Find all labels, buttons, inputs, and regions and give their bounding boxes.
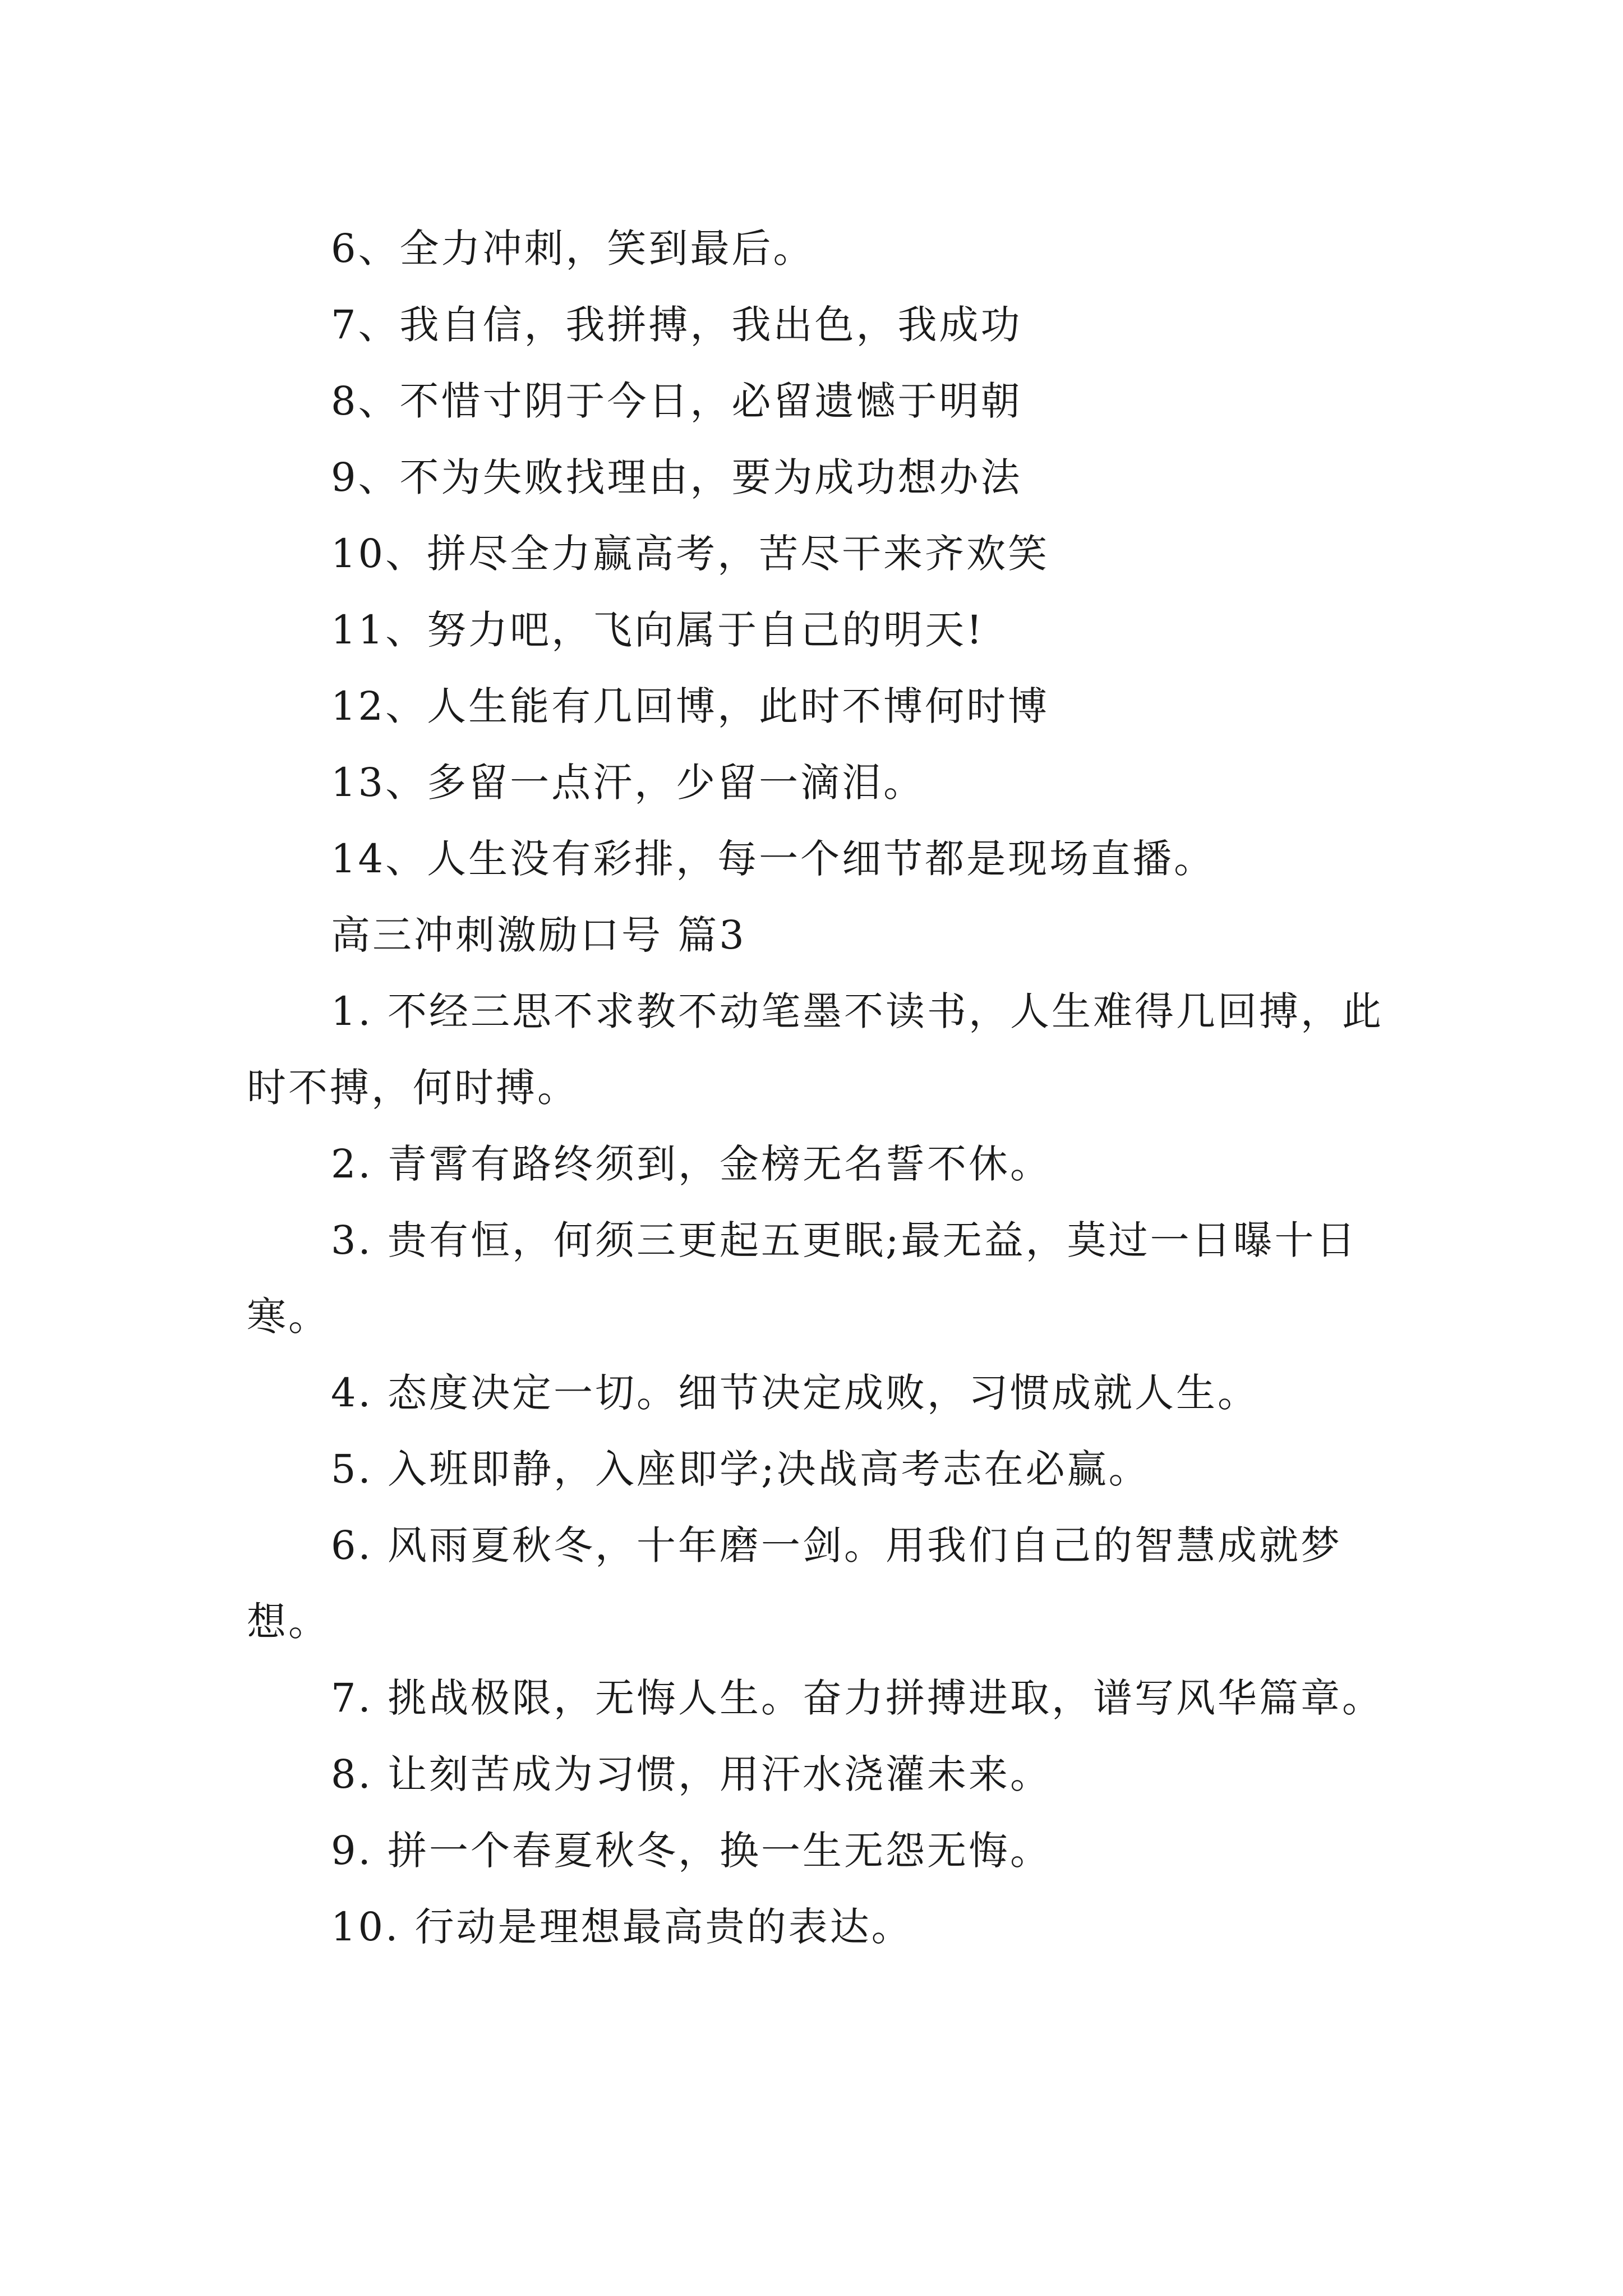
list-item: 9、不为失败找理由，要为成功想办法 — [331, 454, 1022, 500]
list-item: 2. 青霄有路终须到，金榜无名誓不休。 — [331, 1141, 1052, 1187]
document-body — [247, 210, 1391, 1965]
list-item: 8. 让刻苦成为习惯，用汗水浇灌未来。 — [331, 1751, 1052, 1797]
list-item: 14、人生没有彩排，每一个细节都是现场直播。 — [331, 836, 1216, 882]
list-item: 10、拼尽全力赢高考，苦尽干来齐欢笑 — [331, 531, 1050, 577]
list-item: 1. 不经三思不求教不动笔墨不读书，人生难得几回搏，此时不搏，何时搏。 — [247, 988, 1384, 1111]
list-item: 8、不惜寸阴于今日，必留遗憾于明朝 — [331, 378, 1022, 424]
list-item: 7、我自信，我拼搏，我出色，我成功 — [331, 302, 1022, 348]
list-item: 7. 挑战极限，无悔人生。奋力拼搏进取，谱写风华篇章。 — [331, 1675, 1384, 1721]
list-item: 10. 行动是理想最高贵的表达。 — [331, 1904, 913, 1950]
list-item: 4. 态度决定一切。细节决定成败，习惯成就人生。 — [331, 1370, 1260, 1416]
list-item: 12、人生能有几回博，此时不博何时博 — [331, 683, 1050, 729]
list-item: 6、全力冲刺，笑到最后。 — [331, 226, 815, 272]
list-item: 13、多留一点汗，少留一滴泪。 — [331, 760, 925, 806]
section-heading: 高三冲刺激励口号 篇3 — [331, 912, 746, 958]
list-item: 3. 贵有恒，何须三更起五更眠;最无益，莫过一日曝十日寒。 — [247, 1217, 1358, 1340]
list-item: 11、努力吧，飞向属于自己的明天! — [331, 607, 985, 653]
list-item: 5. 入班即静，入座即学;决战高考志在必赢。 — [331, 1446, 1150, 1492]
list-item: 6. 风雨夏秋冬，十年磨一剑。用我们自己的智慧成就梦想。 — [247, 1522, 1343, 1645]
list-item: 9. 拼一个春夏秋冬，换一生无怨无悔。 — [331, 1828, 1052, 1874]
